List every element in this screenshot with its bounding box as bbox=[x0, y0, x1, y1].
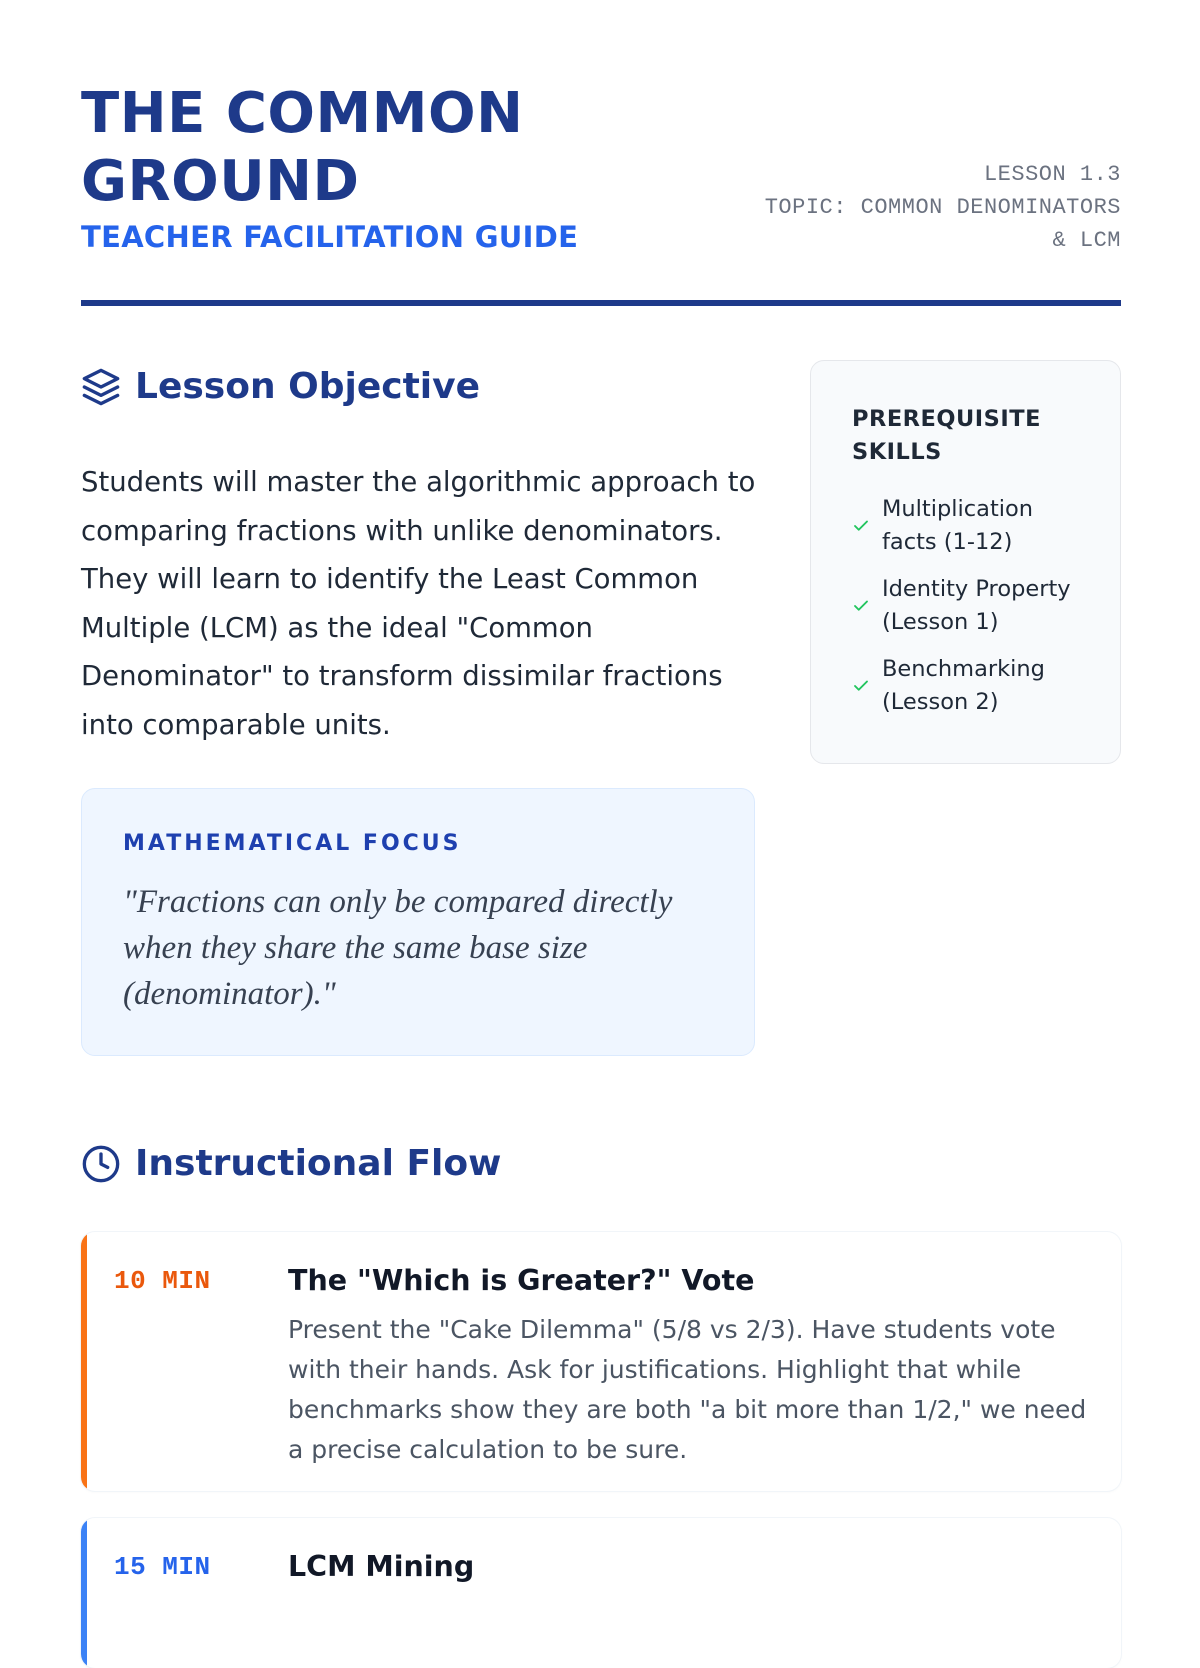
prerequisite-label: Identity Property (Lesson 1) bbox=[882, 576, 1071, 635]
check-icon bbox=[852, 597, 870, 615]
lesson-number: LESSON 1.3 bbox=[983, 162, 1121, 187]
flow-step-description: Present the "Cake Dilemma" (5/8 vs 2/3). Have students vote with their hands. Ask for justifications. Highlight that while benchmarks show they are both "a bit more than 1/2," we need a precise calculation to be sure. bbox=[288, 1315, 1087, 1464]
prerequisite-list bbox=[852, 493, 1102, 733]
layers-icon bbox=[81, 367, 121, 407]
lesson-topic: TOPIC: COMMON DENOMINATORS bbox=[764, 195, 1121, 220]
list-item bbox=[852, 653, 1102, 719]
lesson-topic-cont: & LCM bbox=[1052, 228, 1121, 253]
guide-header bbox=[81, 80, 1121, 302]
objective-title: Lesson Objective bbox=[135, 366, 481, 407]
check-icon bbox=[852, 517, 870, 535]
flow-step-accent-bar bbox=[81, 1232, 87, 1491]
focus-quote: "Fractions can only be compared directly when they share the same base size (denominator)." bbox=[123, 884, 673, 1012]
clock-icon bbox=[81, 1144, 121, 1184]
guide-subtitle: TEACHER FACILITATION GUIDE bbox=[81, 220, 579, 254]
flow-step-accent-bar bbox=[81, 1518, 87, 1668]
guide-title bbox=[81, 80, 641, 216]
flow-step-card bbox=[81, 1518, 1121, 1668]
check-icon bbox=[852, 677, 870, 695]
objective-heading bbox=[81, 366, 480, 407]
flow-step-title: LCM Mining bbox=[288, 1550, 475, 1583]
flow-step-time: 15 MIN bbox=[114, 1552, 211, 1582]
prerequisite-card bbox=[810, 360, 1121, 764]
lesson-meta bbox=[721, 158, 1121, 257]
prerequisite-label: Multiplication facts (1-12) bbox=[882, 496, 1034, 555]
header-divider bbox=[81, 300, 1121, 306]
focus-label: MATHEMATICAL FOCUS bbox=[123, 831, 462, 856]
prerequisite-title: PREREQUISITE SKILLS bbox=[852, 406, 1041, 465]
list-item bbox=[852, 573, 1102, 639]
list-item bbox=[852, 493, 1102, 559]
flow-title: Instructional Flow bbox=[135, 1143, 502, 1184]
flow-step-title: The "Which is Greater?" Vote bbox=[288, 1264, 755, 1297]
title-line-2: GROUND bbox=[81, 149, 360, 214]
objective-text: Students will master the algorithmic approach to comparing fractions with unlike denominators. They will learn to identify the Least Common Multiple (LCM) as the ideal "Common Denominator" to transform dissimilar fractions into comparable units. bbox=[81, 466, 756, 741]
mathematical-focus-box bbox=[81, 788, 755, 1056]
prerequisite-label: Benchmarking (Lesson 2) bbox=[882, 656, 1045, 715]
flow-step-card bbox=[81, 1232, 1121, 1491]
title-line-1: THE COMMON bbox=[81, 81, 524, 146]
flow-heading bbox=[81, 1143, 501, 1184]
flow-step-time: 10 MIN bbox=[114, 1266, 211, 1296]
